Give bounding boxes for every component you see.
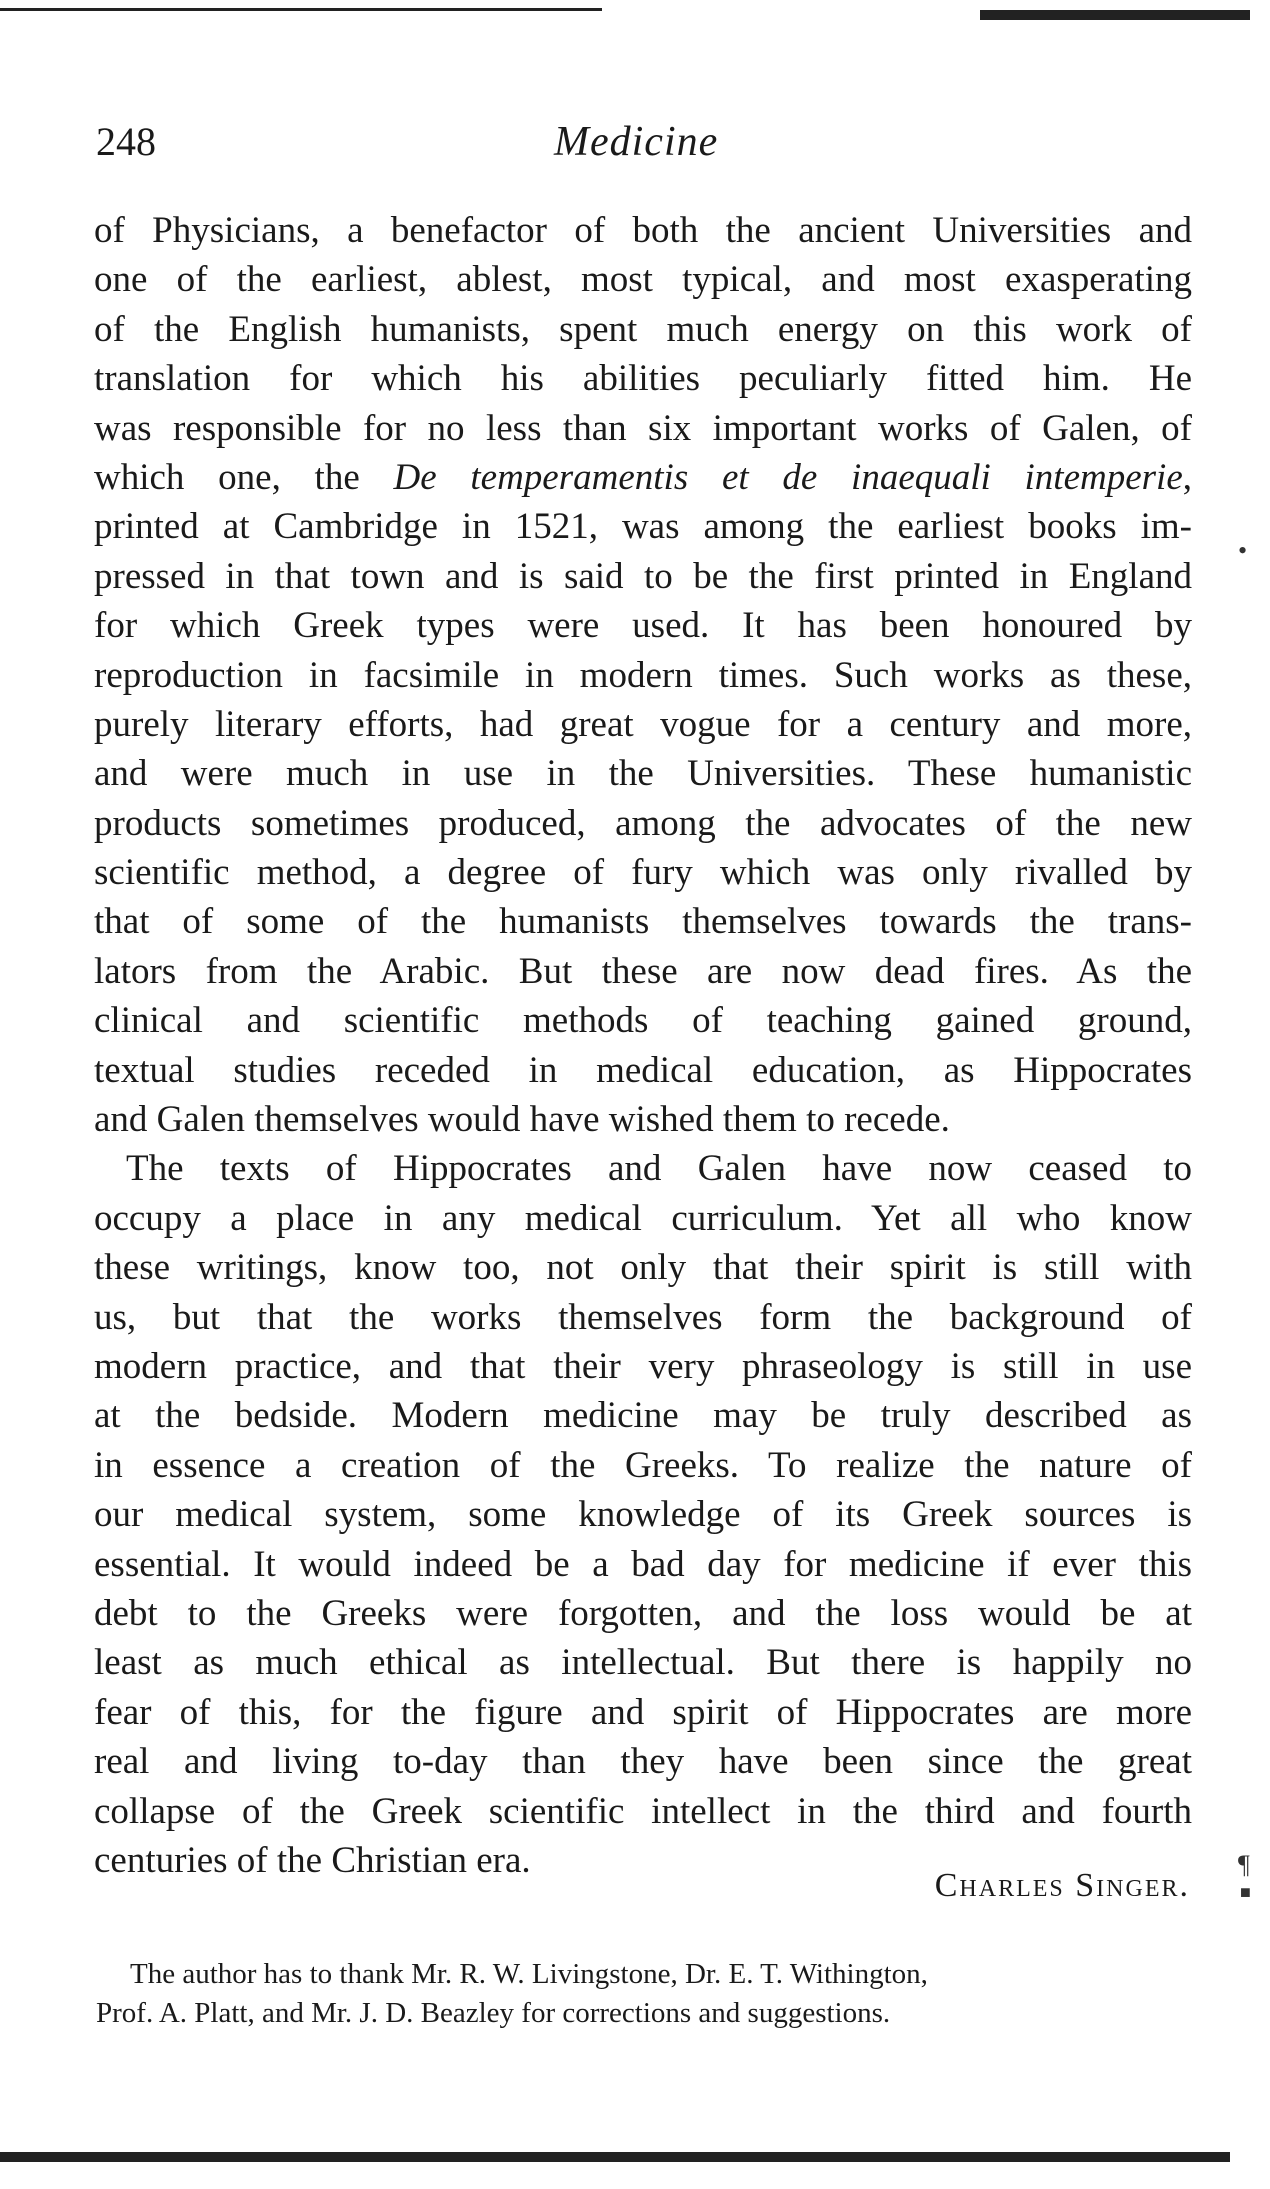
top-rule-right <box>980 10 1250 20</box>
text-line: clinical and scientific methods of teaching gained ground, <box>94 1000 1192 1042</box>
page-header <box>96 118 1196 178</box>
text-line: was responsible for no less than six important works of Galen, of <box>94 407 1192 449</box>
body-text <box>94 206 1192 1885</box>
text-line: of the English humanists, spent much energy on this work of <box>94 308 1192 350</box>
text-line: textual studies receded in medical education, as Hippocrates <box>94 1049 1192 1091</box>
acknowledgement-footnote <box>96 1955 1196 2033</box>
book-title: De temperamentis et de inaequali intemperie <box>393 456 1183 498</box>
text-line: for which Greek types were used. It has been honoured by <box>94 605 1192 647</box>
footnote-line: Prof. A. Platt, and Mr. J. D. Beazley for corrections and suggestions. <box>96 1997 891 2029</box>
text-line: us, but that the works themselves form the background of <box>94 1296 1192 1338</box>
text-line: and were much in use in the Universities. These humanistic <box>94 753 1192 795</box>
text-line: The texts of Hippocrates and Galen have now ceased to <box>126 1148 1192 1190</box>
text-line: occupy a place in any medical curriculum. Yet all who know <box>94 1197 1192 1239</box>
text-line: reproduction in facsimile in modern times. Such works as these, <box>94 654 1192 696</box>
top-rule-left <box>0 8 602 11</box>
text-line: products sometimes produced, among the advocates of the new <box>94 802 1192 844</box>
margin-mark-top: • <box>1238 536 1248 565</box>
text-line: purely literary efforts, had great vogue for a century and more, <box>94 703 1192 745</box>
text-line: one of the earliest, ablest, most typical, and most exasperating <box>94 259 1192 301</box>
text-line: modern practice, and that their very phraseology is still in use <box>94 1345 1192 1387</box>
text-line: at the bedside. Modern medicine may be truly described as <box>94 1395 1192 1437</box>
text-line-with-title <box>94 453 1192 502</box>
text-fragment: which one, the <box>94 456 394 498</box>
text-line: pressed in that town and is said to be the first printed in England <box>94 555 1192 597</box>
text-line: fear of this, for the figure and spirit of Hippocrates are more <box>94 1691 1192 1733</box>
text-line: real and living to-day than they have been since the great <box>94 1741 1192 1783</box>
footnote-line: The author has to thank Mr. R. W. Livingstone, Dr. E. T. Withington, <box>130 1958 928 1990</box>
text-line: lators from the Arabic. But these are now dead fires. As the <box>94 950 1192 992</box>
text-line: in essence a creation of the Greeks. To realize the nature of <box>94 1444 1192 1486</box>
text-line: of Physicians, a benefactor of both the ancient Universities and <box>94 210 1192 251</box>
text-line: debt to the Greeks were forgotten, and the loss would be at <box>94 1592 1192 1634</box>
text-fragment: , <box>1182 456 1193 498</box>
running-head: Medicine <box>554 119 719 165</box>
text-line: translation for which his abilities peculiarly fitted him. He <box>94 358 1192 400</box>
text-line: scientific method, a degree of fury which was only rivalled by <box>94 852 1192 894</box>
text-line: these writings, know too, not only that their spirit is still with <box>94 1247 1192 1289</box>
text-line: essential. It would indeed be a bad day for medicine if ever this <box>94 1543 1192 1585</box>
bottom-rule <box>0 2152 1230 2162</box>
text-line: and Galen themselves would have wished them to recede. <box>94 1099 950 1141</box>
text-line: our medical system, some knowledge of its Greek sources is <box>94 1494 1192 1536</box>
author-signature: Charles Singer. <box>934 1867 1190 1904</box>
page-number: 248 <box>96 119 156 164</box>
text-line: collapse of the Greek scientific intellect in the third and fourth <box>94 1790 1192 1832</box>
text-line: printed at Cambridge in 1521, was among the earliest books im- <box>94 506 1192 548</box>
text-line: that of some of the humanists themselves towards the trans- <box>94 901 1192 943</box>
margin-mark-small: ■ <box>1240 1882 1251 1902</box>
text-line: least as much ethical as intellectual. But there is happily no <box>94 1642 1192 1684</box>
margin-mark-pilcrow: ¶ <box>1238 1850 1250 1879</box>
text-line: centuries of the Christian era. <box>94 1839 531 1881</box>
